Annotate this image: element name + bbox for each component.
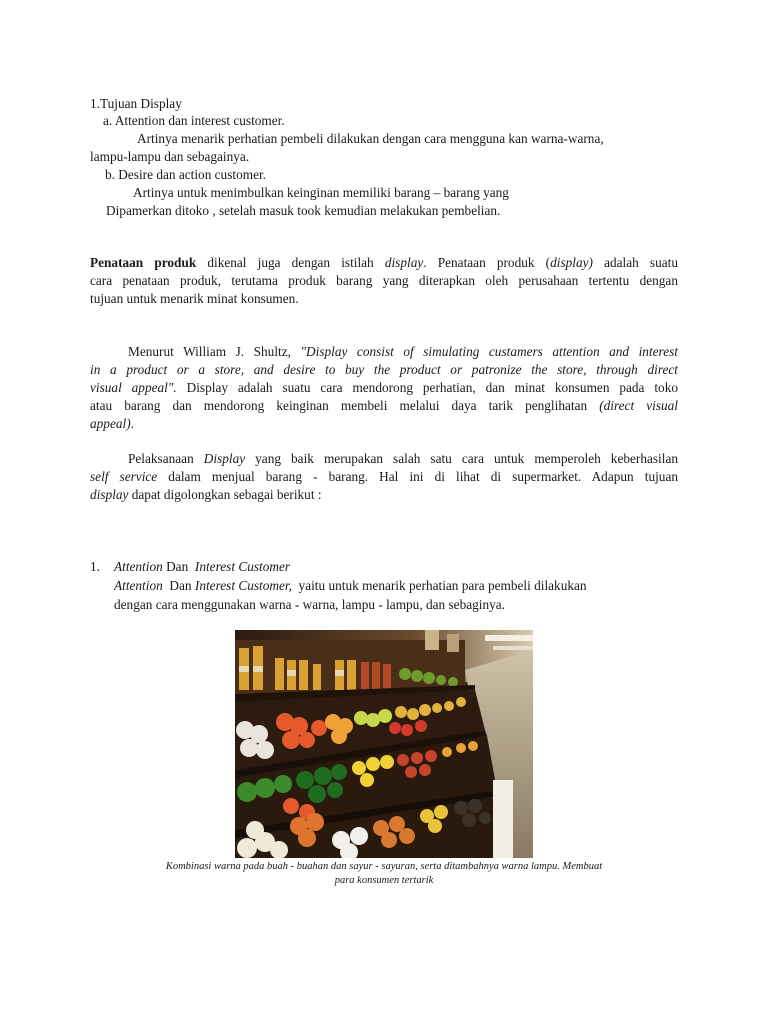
figure-caption-line-2: para konsumen tertarik xyxy=(334,875,434,886)
text-run: dalam menjual barang - barang. Hal ini di lihat di supermarket. Adapun tujuan xyxy=(157,469,678,484)
bold-term: Penataan produk xyxy=(90,255,197,270)
item-a-text-2: lampu-lampu dan sebagainya. xyxy=(90,149,250,164)
italic-term: appeal) xyxy=(90,416,131,431)
item-a-text-1: Artinya menarik perhatian pembeli dilakukan dengan cara mengguna kan warna-warna, xyxy=(137,131,604,146)
paragraph-penataan xyxy=(90,254,678,308)
item-b-title: b. Desire dan action customer. xyxy=(105,167,266,182)
text-run: Menurut William J. Shultz, xyxy=(128,344,301,359)
text-run: Dan xyxy=(162,578,195,593)
list-item-text-1 xyxy=(114,577,587,594)
text-run: yang baik merupakan salah satu cara untuk memperoleh keberhasilan xyxy=(245,451,678,466)
supermarket-produce-photo xyxy=(235,630,533,858)
italic-term: self service xyxy=(90,469,158,484)
italic-term: display xyxy=(90,487,129,502)
item-b-text-2: Dipamerkan ditoko , setelah masuk took kemudian melakukan pembelian. xyxy=(106,203,501,218)
italic-term: Attention xyxy=(114,559,163,574)
italic-term: display xyxy=(384,255,424,270)
text-run: dapat digolongkan sebagai berikut : xyxy=(128,487,322,502)
text-run: adalah suatu xyxy=(592,255,678,270)
italic-quote: in a product or a store, and desire to buy the product or patronize the store, through direct xyxy=(90,362,678,377)
italic-term: Attention xyxy=(114,578,163,593)
italic-quote: visual appeal". xyxy=(90,380,177,395)
italic-term: (direct visual xyxy=(599,398,678,413)
text-run: . xyxy=(130,416,134,431)
figure-caption-line-1: Kombinasi warna pada buah - buahan dan sayur - sayuran, serta ditambahnya warna lampu. Membuat xyxy=(165,861,603,872)
italic-term: display) xyxy=(550,255,593,270)
text-run: Dan xyxy=(162,559,195,574)
section-heading: 1.Tujuan Display xyxy=(90,96,182,111)
text-run: yaitu untuk menarik perhatian para pembeli dilakukan xyxy=(291,578,587,593)
paragraph-pelaksanaan xyxy=(90,450,678,504)
list-item-title xyxy=(114,558,290,575)
text-run: Pelaksanaan xyxy=(128,451,204,466)
italic-quote: "Display consist of simulating custamers attention and interest xyxy=(300,344,678,359)
item-a-title: a. Attention dan interest customer. xyxy=(103,113,285,128)
italic-term: Display xyxy=(203,451,246,466)
item-b-text-1: Artinya untuk menimbulkan keinginan memiliki barang – barang yang xyxy=(133,185,509,200)
paragraph-line: cara penataan produk, terutama produk barang yang diterapkan oleh perusahaan tertentu dengan xyxy=(90,273,678,288)
italic-term: Interest Customer xyxy=(194,559,291,574)
italic-term: Interest Customer, xyxy=(194,578,292,593)
paragraph-line: tujuan untuk menarik minat konsumen. xyxy=(90,291,299,306)
text-run: Display adalah suatu cara mendorong perhatian, dan minat konsumen pada toko xyxy=(176,380,678,395)
text-run: dikenal juga dengan istilah xyxy=(196,255,385,270)
list-item-text-2: dengan cara menggunakan warna - warna, lampu - lampu, dan sebaginya. xyxy=(114,597,505,612)
text-run: . Penataan produk ( xyxy=(423,255,551,270)
list-number: 1. xyxy=(90,559,100,574)
paragraph-shultz xyxy=(90,343,678,433)
text-run: atau barang dan mendorong keinginan membeli melalui daya tarik penglihatan xyxy=(90,398,600,413)
